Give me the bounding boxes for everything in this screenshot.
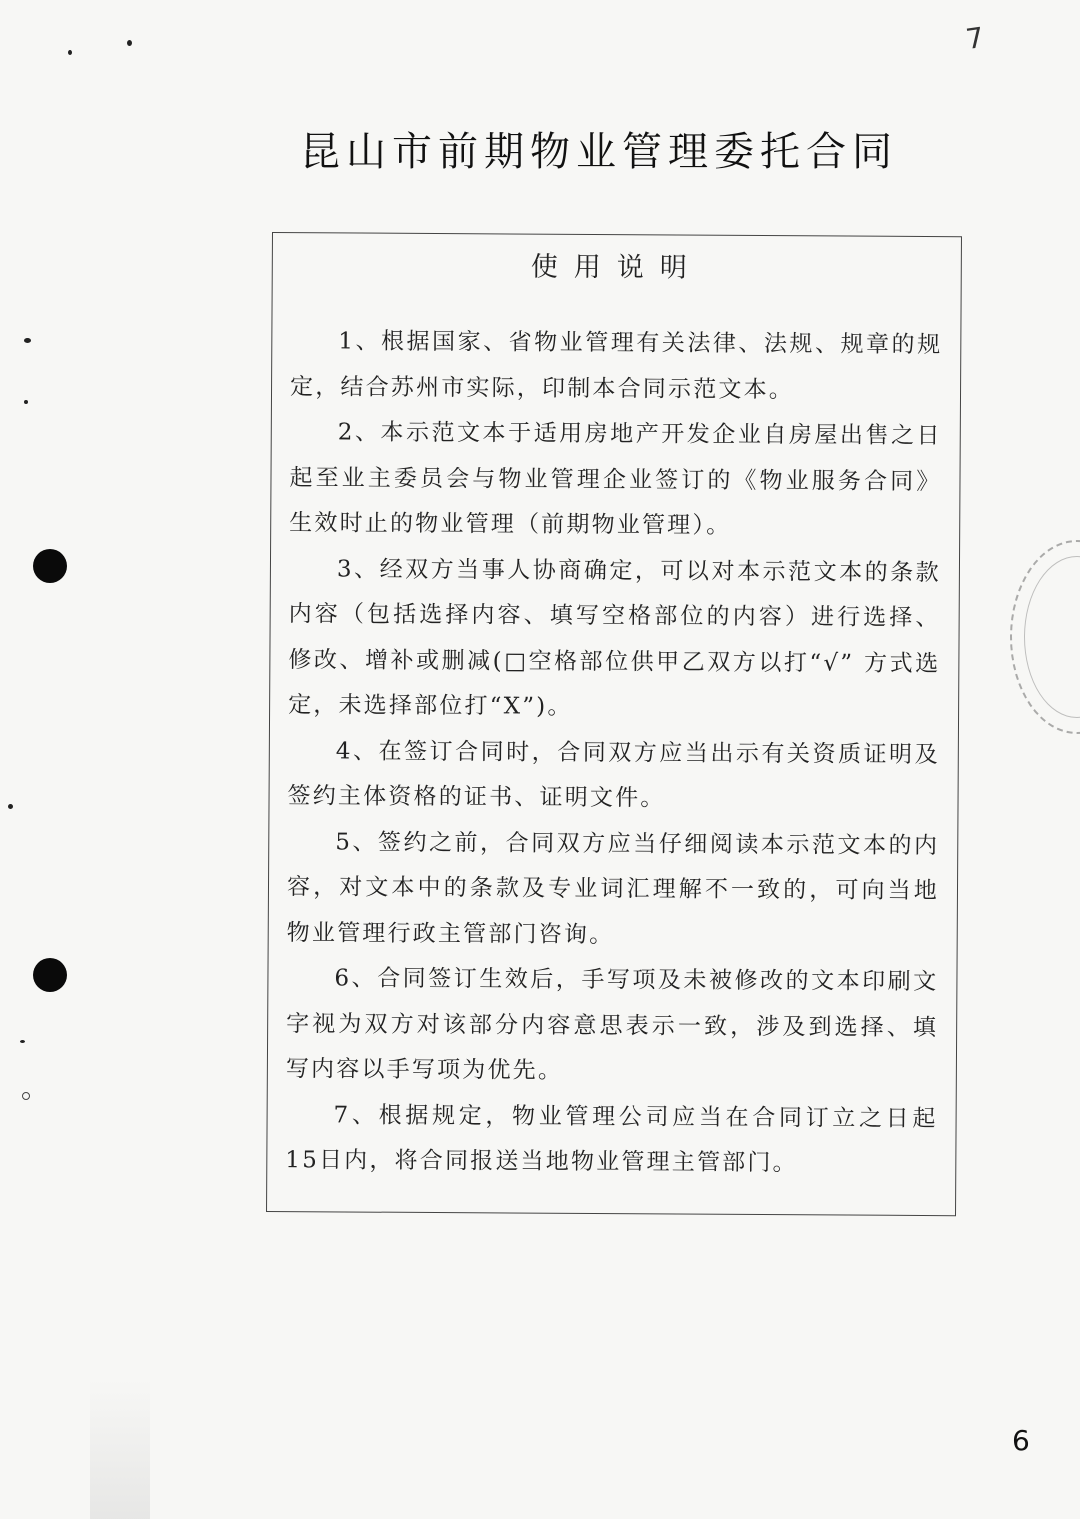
scan-shadow: [90, 1380, 150, 1519]
page-number: 6: [1012, 1424, 1030, 1457]
usage-notice-item: 1、根据国家、省物业管理有关法律、法规、规章的规定，结合苏州市实际，印制本合同示范文本。: [289, 328, 943, 403]
scan-speck: [68, 50, 72, 55]
usage-notice-item: 5、签约之前，合同双方应当仔细阅读本示范文本的内容，对文本中的条款及专业词汇理解不一致的，可向当地物业管理行政主管部门咨询。: [286, 828, 940, 948]
scan-speck: [24, 338, 31, 343]
scan-speck: [8, 804, 13, 809]
scan-speck: [24, 400, 28, 404]
seal-stamp-inner-ring: [1024, 556, 1080, 718]
usage-notice-box: [266, 232, 962, 1216]
scan-speck: [22, 1092, 30, 1100]
binding-hole: [33, 549, 67, 583]
scan-speck: [127, 40, 132, 46]
usage-notice-item: 3、经双方当事人协商确定，可以对本示范文本的条款内容（包括选择内容、填写空格部位的内容）进行选择、修改、增补或删减(□空格部位供甲乙双方以打“√” 方式选定，未选择部位打“X”)。: [288, 555, 942, 720]
corner-mark: 7: [963, 20, 987, 57]
scan-speck: [20, 1040, 25, 1043]
seal-stamp: [1010, 540, 1080, 734]
usage-notice-list: [285, 319, 942, 1187]
usage-notice-heading: 使用说明: [530, 251, 703, 284]
usage-notice-item: 7、根据规定，物业管理公司应当在合同订立之日起 15日内，将合同报送当地物业管理主管部门。: [285, 1101, 938, 1177]
document-title: 昆山市前期物业管理委托合同: [300, 129, 898, 175]
usage-notice-item: 6、合同签订生效后，手写项及未被修改的文本印刷文字视为双方对该部分内容意思表示一致，涉及到选择、填写内容以手写项为优先。: [285, 965, 939, 1084]
binding-hole: [33, 958, 67, 992]
usage-notice-item: 4、在签订合同时，合同双方应当出示有关资质证明及签约主体资格的证书、证明文件。: [287, 737, 940, 812]
usage-notice-item: 2、本示范文本于适用房地产开发企业自房屋出售之日起至业主委员会与物业管理企业签订的《物业服务合同》生效时止的物业管理（前期物业管理）。: [289, 419, 942, 539]
